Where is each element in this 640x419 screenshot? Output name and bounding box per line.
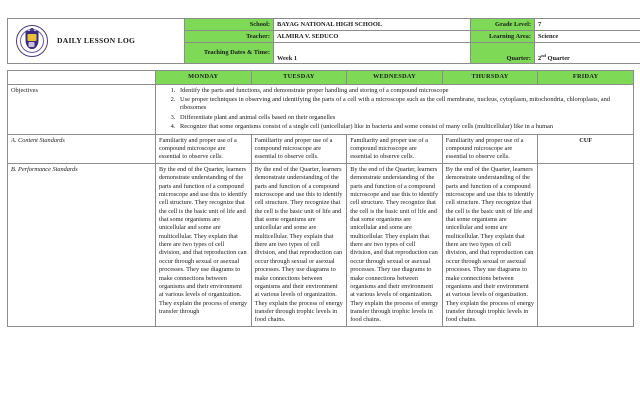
grid-corner-cell (8, 71, 156, 85)
content-standards-friday: CUF (538, 135, 634, 164)
header-row-school (8, 19, 640, 31)
column-header-tuesday: TUESDAY (251, 71, 347, 85)
list-item: 2. Use proper techniques in observing and identifying the parts of a cell with a microscope such as the cell membrane, nucleus, cytoplasm, mitochondria, chloroplasts, and ribosomes (177, 96, 630, 113)
lesson-log-grid (7, 70, 634, 327)
document-header-table (7, 18, 640, 64)
list-item: 1. Identify the parts and functions, and demonstrate proper handling and storing of a compound microscope (177, 87, 630, 95)
value-learning-area[interactable]: Science (535, 31, 640, 43)
performance-standards-thursday: By the end of the Quarter, learners demonstrate understanding of the parts and function of a compound microscope and use this to identify cell structure. They recognize that the cell is the basic unit of life and that some organisms are unicellular and some are multicellular. They explain that there are two types of cell division, and that reproduction can occur through sexual or asexual processes. They use diagrams to make connections between organisms and their environment at various levels of organization. They explain the process of energy transfer through trophic levels in food chains. (442, 164, 538, 327)
label-quarter: Quarter: (471, 43, 535, 64)
list-item: 3. Differentiate plant and animal cells based on their organelles (177, 114, 630, 122)
objectives-list (159, 87, 630, 132)
column-header-monday: MONDAY (156, 71, 252, 85)
performance-standards-wednesday: By the end of the Quarter, learners demonstrate understanding of the parts and function of a compound microscope and use this to identify cell structure. They recognize that the cell is the basic unit of life and that some organisms are unicellular and some are multicellular. They explain that there are two types of cell division, and that reproduction can occur through sexual or asexual processes. They use diagrams to make connections between organisms and their environment at various levels of organization. They explain the process of energy transfer through trophic levels in food chains. (347, 164, 443, 327)
table-row-objectives (8, 85, 634, 135)
label-learning-area: Learning Area: (471, 31, 535, 43)
value-grade-level[interactable]: 7 (535, 19, 640, 31)
performance-standards-monday: By the end of the Quarter, learners demonstrate understanding of the parts and function of a compound microscope and use this to identify cell structure. They recognize that the cell is the basic unit of life and that some organisms are unicellular and some are multicellular. They explain that there are two types of cell division, and that reproduction can occur through sexual or asexual processes. They use diagrams to make connections between organisms and their environment at various levels of organization. They explain the process of energy transfer through (156, 164, 252, 327)
value-teacher[interactable]: ALMIRA V. SEDUCO (274, 31, 471, 43)
label-grade-level: Grade Level: (471, 19, 535, 31)
quarter-ordinal-suffix: nd (541, 52, 546, 58)
table-row-performance-standards (8, 164, 634, 327)
list-item: 4. Recognize that some organisms consist of a single cell (unicellular) like in bacteria and some consist of many cells (multicellular) like in a human (177, 123, 630, 131)
page-title: DAILY LESSON LOG (57, 36, 136, 46)
performance-standards-friday (538, 164, 634, 327)
column-header-wednesday: WEDNESDAY (347, 71, 443, 85)
day-header-row (8, 71, 634, 85)
column-header-thursday: THURSDAY (442, 71, 538, 85)
logo-title-cell (8, 19, 185, 64)
value-teaching-dates[interactable]: Week 1 (274, 43, 471, 64)
content-standards-tuesday: Familiarity and proper use of a compound microscope are essential to observe cells. (251, 135, 347, 164)
label-teaching-dates: Teaching Dates & Time: (185, 43, 274, 64)
value-quarter[interactable] (535, 43, 640, 64)
table-row-content-standards (8, 135, 634, 164)
deped-seal-icon (16, 25, 48, 57)
row-label-performance-standards: B. Performance Standards (8, 164, 156, 327)
quarter-number: 2 (538, 55, 542, 62)
label-teacher: Teacher: (185, 31, 274, 43)
objectives-content-cell (156, 85, 634, 135)
label-school: School: (185, 19, 274, 31)
row-label-objectives: Objectives (8, 85, 156, 135)
quarter-word: Quarter (545, 55, 570, 62)
content-standards-monday: Familiarity and proper use of a compound microscope are essential to observe cells. (156, 135, 252, 164)
performance-standards-tuesday: By the end of the Quarter, learners demonstrate understanding of the parts and function of a compound microscope and use this to identify cell structure. They recognize that the cell is the basic unit of life and that some organisms are unicellular and some are multicellular. They explain that there are two types of cell division, and that reproduction can occur through sexual or asexual processes. They use diagrams to make connections between organisms and their environment at various levels of organization. They explain the process of energy transfer through trophic levels in food chains. (251, 164, 347, 327)
content-standards-thursday: Familiarity and proper use of a compound microscope are essential to observe cells. (442, 135, 538, 164)
content-standards-wednesday: Familiarity and proper use of a compound microscope are essential to observe cells. (347, 135, 443, 164)
row-label-content-standards: A. Content Standards (8, 135, 156, 164)
column-header-friday: FRIDAY (538, 71, 634, 85)
value-school[interactable]: BAYAG NATIONAL HIGH SCHOOL (274, 19, 471, 31)
